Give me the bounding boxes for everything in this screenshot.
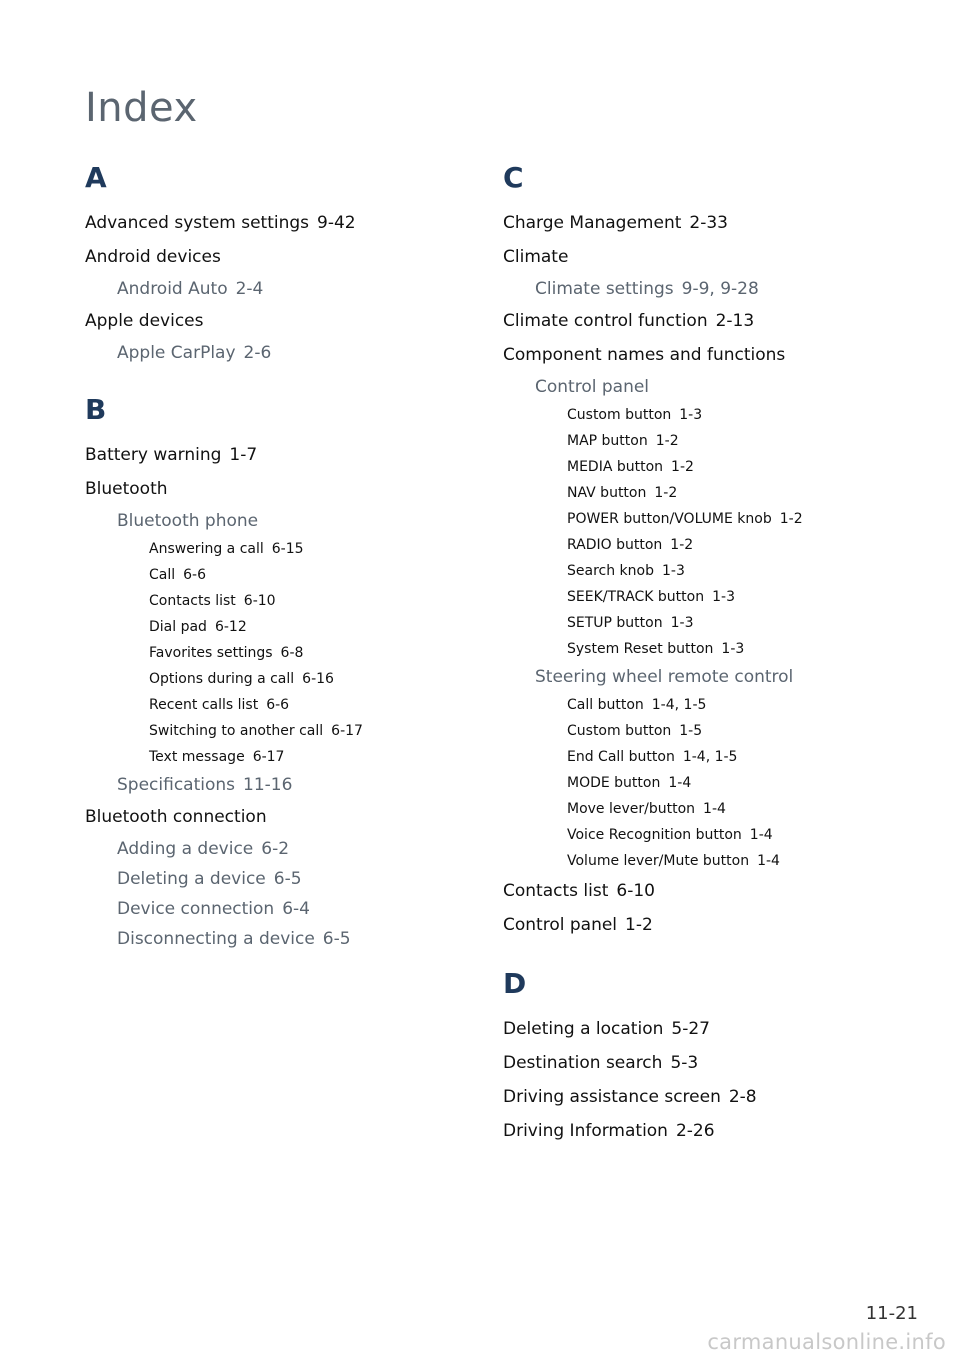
entry-term: Deleting a location: [503, 1019, 664, 1039]
index-entry-driving-information[interactable]: [503, 1114, 923, 1148]
index-entry-answering-a-call[interactable]: [85, 536, 465, 562]
entry-page-ref[interactable]: 1-2: [654, 485, 678, 501]
index-entry-switching-to-another-call[interactable]: [85, 718, 465, 744]
entry-term: Bluetooth: [85, 479, 168, 499]
index-entry-nav-button[interactable]: [503, 480, 923, 506]
entry-page-ref[interactable]: 6-6: [266, 697, 290, 713]
index-entry-setup-button[interactable]: [503, 610, 923, 636]
index-entry-specifications[interactable]: [85, 770, 465, 800]
entry-page-ref[interactable]: 6-17: [252, 749, 285, 765]
index-entry-apple-carplay[interactable]: [85, 338, 465, 368]
entry-page-ref[interactable]: 2-8: [728, 1087, 757, 1107]
entry-page-ref[interactable]: 1-5: [679, 723, 703, 739]
entry-term: Switching to another call: [149, 723, 324, 739]
entry-page-ref[interactable]: 2-26: [675, 1121, 715, 1141]
entry-page-ref[interactable]: 1-4: [757, 853, 780, 869]
index-entry-move-lever-button[interactable]: [503, 796, 923, 822]
index-entry-climate-settings[interactable]: [503, 274, 923, 304]
entry-page-ref[interactable]: 6-15: [271, 541, 304, 557]
entry-term: Control panel: [535, 377, 650, 397]
entry-page-ref[interactable]: 2-4: [235, 279, 264, 299]
entry-page-ref[interactable]: 2-33: [689, 213, 728, 233]
index-section-c: [503, 160, 923, 942]
index-entry-driving-assistance-screen[interactable]: [503, 1080, 923, 1114]
index-entry-radio-button[interactable]: [503, 532, 923, 558]
entry-term: Call button: [567, 697, 644, 713]
entry-term: System Reset button: [567, 641, 714, 657]
entry-term: End Call button: [567, 749, 675, 765]
index-entry-end-call-button[interactable]: [503, 744, 923, 770]
right-column: [503, 160, 923, 1148]
entry-term: Contacts list: [503, 881, 609, 901]
entry-term: Apple devices: [85, 311, 204, 331]
index-entry-recent-calls-list[interactable]: [85, 692, 465, 718]
entry-page-ref[interactable]: 1-2: [670, 537, 694, 553]
entry-page-ref[interactable]: 6-8: [280, 645, 304, 661]
entry-page-ref[interactable]: 5-3: [670, 1053, 699, 1073]
entry-term: MEDIA button: [567, 459, 664, 475]
entry-term: Advanced system settings: [85, 213, 310, 233]
entry-term: POWER button/VOLUME knob: [567, 511, 772, 527]
entry-term: Answering a call: [149, 541, 264, 557]
entry-term: Driving Information: [503, 1121, 668, 1141]
index-entry-system-reset-button[interactable]: [503, 636, 923, 662]
entry-page-ref[interactable]: 1-2: [655, 433, 679, 449]
index-entry-media-button[interactable]: [503, 454, 923, 480]
entry-page-ref[interactable]: 1-2: [671, 459, 694, 475]
index-entry-power-button-volume-knob[interactable]: [503, 506, 923, 532]
entry-term: Device connection: [117, 899, 275, 919]
entry-term: Control panel: [503, 915, 618, 935]
page-title: Index: [85, 84, 198, 131]
index-entry-climate-control-function[interactable]: [503, 304, 923, 338]
entry-page-ref[interactable]: 9-42: [317, 213, 356, 233]
entry-page-ref[interactable]: 1-3: [721, 641, 745, 657]
entry-term: Climate control function: [503, 311, 708, 331]
entry-page-ref[interactable]: 6-6: [183, 567, 207, 583]
index-section-a: [85, 160, 465, 368]
index-entry-volume-lever-mute-button[interactable]: [503, 848, 923, 874]
entry-term: Search knob: [567, 563, 654, 579]
entry-page-ref[interactable]: 1-4: [749, 827, 773, 843]
index-entry-battery-warning[interactable]: [85, 438, 465, 472]
entry-term: Component names and functions: [503, 345, 786, 365]
entry-term: NAV button: [567, 485, 647, 501]
index-entry-android-devices: [85, 240, 465, 274]
entry-page-ref[interactable]: 6-17: [331, 723, 363, 739]
entry-page-ref[interactable]: 6-10: [616, 881, 655, 901]
entry-page-ref[interactable]: 1-3: [670, 615, 694, 631]
section-letter: B: [85, 393, 107, 426]
index-entry-call-button[interactable]: [503, 692, 923, 718]
entry-term: Custom button: [567, 723, 672, 739]
entry-page-ref[interactable]: 1-4: [703, 801, 726, 817]
section-letter: D: [503, 967, 527, 1000]
entry-term: Favorites settings: [149, 645, 273, 661]
entry-term: Driving assistance screen: [503, 1087, 721, 1107]
entry-term: Custom button: [567, 407, 672, 423]
entry-page-ref[interactable]: 11-16: [243, 775, 293, 795]
index-entry-apple-devices: [85, 304, 465, 338]
index-entry-device-connection[interactable]: [85, 894, 465, 924]
entry-term: Climate settings: [535, 279, 674, 299]
index-entry-search-knob[interactable]: [503, 558, 923, 584]
entry-term: Disconnecting a device: [117, 929, 315, 949]
entry-page-ref[interactable]: 1-4, 1-5: [682, 749, 738, 765]
watermark: carmanualsonline.info: [707, 1330, 946, 1354]
index-section-d: [503, 966, 923, 1148]
entry-page-ref[interactable]: 6-2: [261, 839, 290, 859]
index-entry-bluetooth-connection: [85, 800, 465, 834]
index-entry-seek-track-button[interactable]: [503, 584, 923, 610]
entry-term: Destination search: [503, 1053, 663, 1073]
index-entry-contacts-list[interactable]: [85, 588, 465, 614]
entry-term: Android devices: [85, 247, 221, 267]
entry-page-ref[interactable]: 1-3: [679, 407, 703, 423]
index-entry-bluetooth-phone: [85, 506, 465, 536]
index-entry-climate: [503, 240, 923, 274]
entry-term: Call: [149, 567, 176, 583]
entry-term: RADIO button: [567, 537, 663, 553]
entry-page-ref[interactable]: 2-13: [715, 311, 755, 331]
index-entry-voice-recognition-button[interactable]: [503, 822, 923, 848]
index-entry-disconnecting-a-device[interactable]: [85, 924, 465, 954]
entry-page-ref[interactable]: 6-5: [273, 869, 302, 889]
entry-term: Options during a call: [149, 671, 295, 687]
index-entry-bluetooth: [85, 472, 465, 506]
entry-term: Volume lever/Mute button: [567, 853, 750, 869]
entry-term: MODE button: [567, 775, 661, 791]
index-entry-advanced-system-settings[interactable]: [85, 206, 465, 240]
index-entry-control-panel: [503, 372, 923, 402]
entry-term: Steering wheel remote control: [535, 667, 794, 687]
entry-term: MAP button: [567, 433, 648, 449]
entry-term: Move lever/button: [567, 801, 696, 817]
entry-page-ref[interactable]: 1-7: [229, 445, 258, 465]
index-entry-custom-button[interactable]: [503, 402, 923, 428]
entry-term: SETUP button: [567, 615, 663, 631]
entry-page-ref[interactable]: 9-9, 9-28: [681, 279, 759, 299]
entry-term: Bluetooth phone: [117, 511, 259, 531]
entry-term: Deleting a device: [117, 869, 266, 889]
index-entry-deleting-a-location[interactable]: [503, 1012, 923, 1046]
entry-page-ref[interactable]: 1-2: [779, 511, 803, 527]
index-section-b: [85, 392, 465, 954]
page-number: 11-21: [865, 1303, 918, 1324]
index-entry-component-names-and-functions: [503, 338, 923, 372]
entry-page-ref[interactable]: 6-5: [322, 929, 351, 949]
entry-page-ref[interactable]: 2-6: [243, 343, 272, 363]
entry-page-ref[interactable]: 1-3: [712, 589, 735, 605]
entry-term: Charge Management: [503, 213, 682, 233]
index-entry-call[interactable]: [85, 562, 465, 588]
entry-page-ref[interactable]: 6-12: [214, 619, 247, 635]
index-entry-contacts-list[interactable]: [503, 874, 923, 908]
entry-term: Specifications: [117, 775, 236, 795]
entry-page-ref[interactable]: 1-4, 1-5: [651, 697, 707, 713]
entry-term: Contacts list: [149, 593, 236, 609]
entry-term: SEEK/TRACK button: [567, 589, 705, 605]
index-entry-destination-search[interactable]: [503, 1046, 923, 1080]
entry-term: Battery warning: [85, 445, 222, 465]
entry-page-ref[interactable]: 1-3: [661, 563, 685, 579]
index-entry-adding-a-device[interactable]: [85, 834, 465, 864]
index-entry-dial-pad[interactable]: [85, 614, 465, 640]
index-entry-options-during-a-call[interactable]: [85, 666, 465, 692]
index-entry-favorites-settings[interactable]: [85, 640, 465, 666]
entry-term: Bluetooth connection: [85, 807, 267, 827]
index-entry-charge-management[interactable]: [503, 206, 923, 240]
section-letter: C: [503, 161, 524, 194]
left-column: [85, 160, 465, 954]
index-entry-custom-button[interactable]: [503, 718, 923, 744]
entry-page-ref[interactable]: 5-27: [671, 1019, 710, 1039]
entry-term: Climate: [503, 247, 569, 267]
entry-term: Recent calls list: [149, 697, 259, 713]
entry-term: Voice Recognition button: [567, 827, 742, 843]
index-entry-deleting-a-device[interactable]: [85, 864, 465, 894]
index-entry-map-button[interactable]: [503, 428, 923, 454]
index-entry-android-auto[interactable]: [85, 274, 465, 304]
entry-term: Adding a device: [117, 839, 254, 859]
index-entry-steering-wheel-remote-control: [503, 662, 923, 692]
index-entry-control-panel[interactable]: [503, 908, 923, 942]
entry-term: Dial pad: [149, 619, 207, 635]
entry-term: Android Auto: [117, 279, 228, 299]
entry-page-ref[interactable]: 1-4: [668, 775, 692, 791]
entry-page-ref[interactable]: 6-16: [302, 671, 334, 687]
entry-page-ref[interactable]: 6-4: [282, 899, 310, 919]
entry-page-ref[interactable]: 6-10: [243, 593, 276, 609]
entry-term: Apple CarPlay: [117, 343, 236, 363]
index-entry-text-message[interactable]: [85, 744, 465, 770]
entry-page-ref[interactable]: 1-2: [625, 915, 653, 935]
entry-term: Text message: [149, 749, 245, 765]
index-entry-mode-button[interactable]: [503, 770, 923, 796]
section-letter: A: [85, 161, 107, 194]
